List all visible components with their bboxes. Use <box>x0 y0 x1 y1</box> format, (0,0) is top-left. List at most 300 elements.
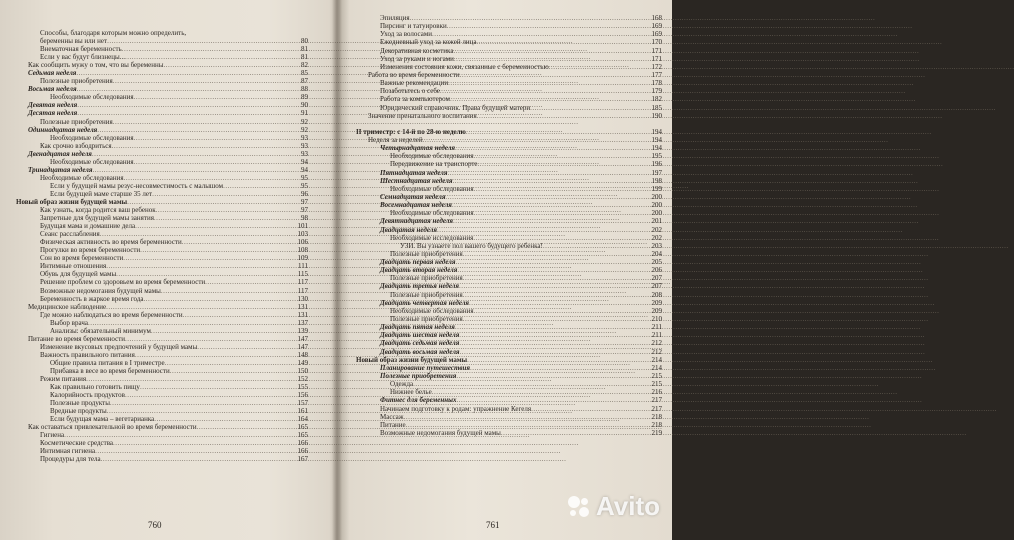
toc-entry-page: 88 <box>301 85 308 94</box>
toc-leader-dots <box>470 364 650 372</box>
toc-entry-title: Сон во время беременности <box>40 254 124 263</box>
toc-entry <box>356 169 662 177</box>
toc-leader-dots <box>455 144 650 152</box>
toc-entry-title: Возможные недомогания будущей мамы <box>380 429 501 438</box>
toc-leader-dots <box>100 230 297 238</box>
toc-left <box>16 29 308 464</box>
toc-entry <box>356 356 662 364</box>
toc-entry-page: 131 <box>297 310 308 319</box>
toc-entry-page: 148 <box>297 350 308 359</box>
toc-entry-page: 212 <box>651 347 662 356</box>
toc-entry <box>16 455 308 463</box>
toc-entry <box>356 104 662 112</box>
toc-leader-dots <box>450 95 651 103</box>
toc-leader-dots <box>106 303 296 311</box>
toc-entry <box>16 399 308 407</box>
toc-leader-dots <box>161 287 297 295</box>
toc-entry-page: 182 <box>651 95 662 104</box>
toc-entry-title: Четырнадцатая неделя <box>380 144 456 153</box>
toc-leader-dots <box>467 356 650 364</box>
toc-entry-page: 85 <box>301 69 308 78</box>
toc-entry-title: Сеанс расслабления <box>40 230 100 239</box>
toc-entry <box>356 421 662 429</box>
toc-entry-page: 93 <box>301 133 308 142</box>
toc-entry-title: Восьмая неделя <box>28 85 77 94</box>
toc-leader-dots <box>474 209 651 217</box>
toc-entry <box>356 291 662 299</box>
toc-entry-page: 215 <box>651 380 662 389</box>
toc-entry-title: Как оставаться привлекательной во время беременности <box>28 423 197 432</box>
toc-entry-page: 195 <box>651 152 662 161</box>
toc-entry-page: 152 <box>297 375 308 384</box>
toc-entry-title: Девятая неделя <box>28 101 78 110</box>
toc-leader-dots <box>423 136 651 144</box>
toc-leader-dots <box>125 53 300 61</box>
toc-entry-title: Изменения состояния кожи, связанные с беременностью <box>380 62 549 71</box>
toc-entry-title: Важные рекомендации <box>380 79 449 88</box>
toc-entry-title: Двадцать третья неделя <box>380 282 460 291</box>
toc-leader-dots <box>135 351 297 359</box>
toc-entry-title: Где можно наблюдаться во время беременности <box>40 310 183 319</box>
toc-leader-dots <box>456 372 650 380</box>
toc-entry-page: 199 <box>651 184 662 193</box>
toc-entry <box>16 174 308 182</box>
toc-entry-title: Десятая неделя <box>28 109 78 118</box>
toc-entry-title: Как срочно взбодриться <box>40 141 112 150</box>
toc-entry-title: Общие правила питания в I триместре <box>50 358 165 367</box>
toc-entry-title: Пятнадцатая неделя <box>380 168 448 177</box>
toc-entry-page: 166 <box>297 439 308 448</box>
toc-entry-title: Восемнадцатая неделя <box>380 201 452 210</box>
toc-entry-page: 207 <box>651 282 662 291</box>
toc-leader-dots <box>134 134 300 142</box>
toc-entry-page: 149 <box>297 358 308 367</box>
toc-leader-dots <box>140 246 296 254</box>
toc-entry-page: 218 <box>651 412 662 421</box>
toc-entry-title: Необходимые обследования <box>50 157 134 166</box>
toc-leader-dots <box>151 327 297 335</box>
toc-leader-dots <box>459 339 650 347</box>
toc-entry-title: Если будущая мама – вегетарианка <box>50 415 155 424</box>
toc-entry <box>16 367 308 375</box>
toc-entry-title: Двадцать седьмая неделя <box>380 339 460 348</box>
toc-entry <box>356 405 662 413</box>
right-page <box>342 0 672 540</box>
toc-entry-page: 117 <box>297 278 308 287</box>
toc-leader-dots <box>77 85 300 93</box>
toc-entry-page: 178 <box>651 79 662 88</box>
toc-entry <box>16 150 308 158</box>
toc-entry-title: Одиннадцатая неделя <box>28 125 98 134</box>
toc-entry-page: 185 <box>651 103 662 112</box>
toc-leader-dots <box>549 63 651 71</box>
toc-entry <box>356 38 662 46</box>
toc-leader-dots <box>154 415 296 423</box>
toc-entry <box>16 295 308 303</box>
toc-entry-title: Решение проблем со здоровьем во время беременности <box>40 278 206 287</box>
toc-leader-dots <box>463 274 651 282</box>
toc-entry-title: Двадцатая неделя <box>380 225 437 234</box>
toc-entry <box>16 278 308 286</box>
toc-leader-dots <box>92 150 300 158</box>
toc-entry-title: Позаботьтесь о себе <box>380 87 440 96</box>
toc-entry-page: 103 <box>297 230 308 239</box>
toc-entry-page: 168 <box>651 13 662 22</box>
left-page <box>0 0 332 540</box>
toc-entry <box>356 388 662 396</box>
toc-leader-dots <box>478 160 651 168</box>
toc-entry <box>356 209 662 217</box>
toc-entry-page: 90 <box>301 101 308 110</box>
toc-leader-dots <box>134 93 300 101</box>
toc-entry-page: 95 <box>301 173 308 182</box>
toc-entry <box>16 238 308 246</box>
toc-entry-title: Необходимые обследования <box>390 209 474 218</box>
toc-entry-title: Интимная гигиена <box>40 447 96 456</box>
toc-entry <box>356 112 662 120</box>
toc-entry <box>356 79 662 87</box>
toc-leader-dots <box>474 307 651 315</box>
toc-entry-title: Анализы: обязательный минимум <box>50 326 151 335</box>
toc-entry <box>16 45 308 53</box>
toc-entry <box>356 234 662 242</box>
toc-leader-dots <box>406 421 651 429</box>
toc-entry-page: 202 <box>651 233 662 242</box>
toc-entry <box>356 274 662 282</box>
toc-entry-title: Полезные приобретения <box>390 274 463 283</box>
toc-entry <box>16 101 308 109</box>
page-number-left: 760 <box>148 520 162 530</box>
toc-entry <box>16 77 308 85</box>
toc-leader-dots <box>154 214 300 222</box>
toc-entry-page: 196 <box>651 160 662 169</box>
book-fold <box>332 0 342 540</box>
toc-entry <box>356 152 662 160</box>
toc-entry <box>356 413 662 421</box>
toc-entry <box>356 185 662 193</box>
toc-entry-title: Важность правильного питания <box>40 350 135 359</box>
toc-entry-page: 210 <box>651 315 662 324</box>
toc-entry-page: 205 <box>651 258 662 267</box>
toc-entry-page: 155 <box>297 383 308 392</box>
toc-leader-dots <box>110 399 297 407</box>
toc-leader-dots <box>113 439 296 447</box>
toc-leader-dots <box>170 367 297 375</box>
toc-leader-dots <box>152 190 300 198</box>
toc-entry <box>356 364 662 372</box>
toc-entry <box>16 423 308 431</box>
toc-entry-page: 217 <box>651 396 662 405</box>
toc-entry <box>356 95 662 103</box>
toc-entry-page: 131 <box>297 302 308 311</box>
toc-entry-title: Выбор врача <box>50 318 88 327</box>
toc-leader-dots <box>107 407 297 415</box>
toc-entry <box>16 383 308 391</box>
toc-leader-dots <box>473 234 650 242</box>
toc-gap <box>356 120 662 128</box>
toc-entry <box>16 262 308 270</box>
toc-entry-title: Беременность в жаркое время года <box>40 294 144 303</box>
toc-entry <box>356 87 662 95</box>
toc-leader-dots <box>440 87 651 95</box>
toc-entry-page: 214 <box>651 363 662 372</box>
toc-entry-page: 202 <box>651 225 662 234</box>
toc-entry <box>16 85 308 93</box>
toc-entry-page: 92 <box>301 117 308 126</box>
toc-leader-dots <box>135 222 296 230</box>
toc-entry <box>16 222 308 230</box>
toc-leader-dots <box>459 282 650 290</box>
toc-entry-page: 81 <box>301 45 308 54</box>
toc-leader-dots <box>197 423 297 431</box>
toc-entry-title: Как узнать, когда родится ваш ребенок <box>40 206 156 215</box>
toc-entry <box>16 343 308 351</box>
toc-entry <box>16 407 308 415</box>
toc-entry-title: Планирование путешествия <box>380 363 471 372</box>
toc-entry-page: 130 <box>297 294 308 303</box>
toc-entry-title: Значение пренатального воспитания <box>368 111 477 120</box>
toc-leader-dots <box>92 166 300 174</box>
toc-entry <box>356 22 662 30</box>
toc-entry <box>356 193 662 201</box>
toc-leader-dots <box>134 158 300 166</box>
toc-entry <box>356 144 662 152</box>
toc-entry-title: Декоративная косметика <box>380 46 454 55</box>
toc-entry <box>356 266 662 274</box>
toc-entry <box>356 136 662 144</box>
toc-entry-page: 169 <box>651 22 662 31</box>
toc-leader-dots <box>197 343 296 351</box>
toc-leader-dots <box>530 104 650 112</box>
toc-entry-title: II триместр: с 14-й по 28-ю неделю <box>356 127 466 136</box>
toc-entry-page: 218 <box>651 420 662 429</box>
toc-entry-title: Двадцать пятая неделя <box>380 323 455 332</box>
toc-entry-page: 147 <box>297 342 308 351</box>
toc-entry-page: 96 <box>301 189 308 198</box>
toc-entry-title: Двадцать четвертая неделя <box>380 298 470 307</box>
toc-leader-dots <box>460 71 651 79</box>
toc-entry-page: 94 <box>301 157 308 166</box>
toc-entry-page: 165 <box>297 423 308 432</box>
toc-entry-page: 209 <box>651 298 662 307</box>
toc-entry-page: 171 <box>651 46 662 55</box>
toc-entry-title: Юридический справочник. Права будущей матери <box>380 103 531 112</box>
toc-entry-page: 165 <box>297 431 308 440</box>
toc-leader-dots <box>447 169 650 177</box>
toc-entry-title: Если у вас будут близнецы... <box>40 53 125 62</box>
toc-entry-page: 203 <box>651 241 662 250</box>
toc-entry-title: Гигиена <box>40 431 65 440</box>
toc-leader-dots <box>477 112 651 120</box>
toc-leader-dots <box>474 152 651 160</box>
toc-leader-dots <box>112 142 300 150</box>
toc-entry <box>16 69 308 77</box>
toc-entry-page: 98 <box>301 214 308 223</box>
toc-entry-title: Если будущей маме старше 35 лет <box>50 189 153 198</box>
toc-entry-title: Неделя за неделей <box>368 135 423 144</box>
toc-entry-title: Необходимые исследования <box>390 233 474 242</box>
toc-entry <box>16 126 308 134</box>
toc-entry <box>16 93 308 101</box>
toc-entry-title: Изменение вкусовых предпочтений у будущей мамы <box>40 342 198 351</box>
toc-entry-page: 115 <box>297 270 308 279</box>
toc-entry-title: Запретные для будущей мамы занятия <box>40 214 154 223</box>
toc-entry <box>356 396 662 404</box>
toc-entry <box>356 217 662 225</box>
toc-entry-title: Если у будущей мамы резус-несовместимость с малышом <box>50 181 224 190</box>
toc-entry <box>356 128 662 136</box>
toc-leader-dots <box>452 201 651 209</box>
toc-entry-page: 101 <box>297 222 308 231</box>
toc-leader-dots <box>410 14 651 22</box>
toc-entry <box>356 177 662 185</box>
toc-entry-title: Полезные приобретения <box>380 372 457 381</box>
toc-entry-page: 200 <box>651 192 662 201</box>
toc-entry-title: Режим питания <box>40 375 87 384</box>
toc-entry-page: 106 <box>297 238 308 247</box>
toc-entry-page: 109 <box>297 254 308 263</box>
toc-leader-dots <box>531 405 650 413</box>
toc-entry-page: 209 <box>651 306 662 315</box>
toc-entry-page: 117 <box>297 286 308 295</box>
toc-entry-title: Девятнадцатая неделя <box>380 217 453 226</box>
toc-entry-page: 87 <box>301 77 308 86</box>
toc-entry-title: Необходимые обследования <box>50 133 134 142</box>
toc-entry-page: 157 <box>297 399 308 408</box>
toc-leader-dots <box>77 109 300 117</box>
toc-entry <box>356 380 662 388</box>
watermark-text: Avito <box>595 491 660 521</box>
toc-entry-title: Новый образ жизни будущей мамы <box>16 197 128 206</box>
toc-entry-page: 97 <box>301 197 308 206</box>
toc-leader-dots <box>125 391 297 399</box>
toc-entry-page: 204 <box>651 249 662 258</box>
toc-entry-page: 108 <box>297 246 308 255</box>
toc-entry-page: 95 <box>301 181 308 190</box>
toc-entry-page: 194 <box>651 144 662 153</box>
toc-leader-dots <box>101 455 297 463</box>
toc-leader-dots <box>64 431 296 439</box>
toc-entry <box>356 307 662 315</box>
toc-leader-dots <box>459 331 650 339</box>
toc-entry-page: 216 <box>651 388 662 397</box>
toc-entry-page: 208 <box>651 290 662 299</box>
toc-entry-title: Прибавка в весе во время беременности <box>50 366 170 375</box>
toc-entry-page: 217 <box>651 404 662 413</box>
toc-leader-dots <box>453 217 651 225</box>
toc-entry-title: Уход за руками и ногами <box>380 54 454 63</box>
toc-entry-title: Внематочная беременность <box>40 45 122 54</box>
toc-entry-page: 206 <box>651 266 662 275</box>
toc-entry-page: 200 <box>651 209 662 218</box>
toc-entry-title: Полезные продукты <box>50 399 110 408</box>
toc-entry <box>356 323 662 331</box>
toc-entry-title: Питание во время беременности <box>28 334 126 343</box>
toc-entry-title: Возможные недомогания будущей мамы <box>40 286 161 295</box>
toc-entry <box>16 303 308 311</box>
toc-entry-title: Эпиляция <box>380 13 410 22</box>
toc-leader-dots <box>463 315 651 323</box>
toc-leader-dots <box>432 30 650 38</box>
toc-leader-dots <box>205 278 297 286</box>
toc-entry <box>16 270 308 278</box>
toc-entry-page: 215 <box>651 372 662 381</box>
toc-entry-title: Работа во время беременности <box>368 70 460 79</box>
toc-entry <box>16 287 308 295</box>
toc-leader-dots <box>140 383 297 391</box>
toc-entry-page: 164 <box>297 415 308 424</box>
toc-entry <box>356 226 662 234</box>
toc-entry-title: Седьмая неделя <box>28 69 77 78</box>
toc-entry-title: Как правильно готовить пищу <box>50 383 140 392</box>
toc-entry-page: 197 <box>651 168 662 177</box>
toc-entry-title: Как сообщить мужу о том, что вы беременны <box>28 61 164 70</box>
toc-entry-title: Пирсинг и татуировки <box>380 22 447 31</box>
toc-entry <box>16 254 308 262</box>
toc-entry <box>356 372 662 380</box>
toc-entry-title: Уход за волосами <box>380 30 433 39</box>
toc-entry-title: Шестнадцатая неделя <box>380 176 453 185</box>
toc-entry-title: Двадцать шестая неделя <box>380 331 460 340</box>
toc-entry-title: Калорийность продуктов <box>50 391 125 400</box>
toc-leader-dots <box>88 319 297 327</box>
toc-entry <box>356 55 662 63</box>
toc-entry-page: 194 <box>651 135 662 144</box>
toc-entry-title: Полезные приобретения <box>40 117 113 126</box>
toc-leader-dots <box>125 335 296 343</box>
toc-entry-title: Работа за компьютером <box>380 95 450 104</box>
toc-leader-dots <box>107 37 300 45</box>
toc-entry <box>356 14 662 22</box>
toc-entry <box>16 118 308 126</box>
toc-entry-page: 200 <box>651 201 662 210</box>
toc-leader-dots <box>122 45 300 53</box>
toc-entry-page: 171 <box>651 54 662 63</box>
toc-entry-title: Обувь для будущей мамы <box>40 270 117 279</box>
toc-entry-title: Процедуры для тела <box>40 455 101 464</box>
toc-entry-page: 170 <box>651 38 662 47</box>
toc-leader-dots <box>463 291 651 299</box>
toc-entry-page: 81 <box>301 53 308 62</box>
toc-leader-dots <box>432 388 651 396</box>
toc-entry-title: Необходимые обследования <box>50 93 134 102</box>
toc-leader-dots <box>460 348 651 356</box>
toc-entry <box>16 198 308 206</box>
toc-entry <box>16 311 308 319</box>
toc-entry <box>356 30 662 38</box>
toc-leader-dots <box>164 61 301 69</box>
toc-entry <box>16 391 308 399</box>
toc-entry <box>356 348 662 356</box>
toc-entry-page: 179 <box>651 87 662 96</box>
toc-entry-title: Ежедневный уход за кожей лица <box>380 38 477 47</box>
toc-leader-dots <box>457 396 651 404</box>
toc-leader-dots <box>182 238 297 246</box>
toc-leader-dots <box>501 429 651 437</box>
avito-watermark <box>566 491 660 522</box>
toc-entry-title: Полезные приобретения <box>390 290 463 299</box>
toc-entry-title: Двадцать первая неделя <box>380 258 456 267</box>
toc-leader-dots <box>156 206 300 214</box>
toc-entry-title: Необходимые обследования <box>40 173 124 182</box>
toc-entry-page: 167 <box>297 455 308 464</box>
toc-leader-dots <box>452 177 650 185</box>
toc-entry <box>16 158 308 166</box>
toc-leader-dots <box>463 250 651 258</box>
toc-entry <box>356 315 662 323</box>
toc-entry-title: Способы, благодаря которым можно определить, <box>40 29 187 37</box>
toc-entry-page: 211 <box>651 323 662 332</box>
